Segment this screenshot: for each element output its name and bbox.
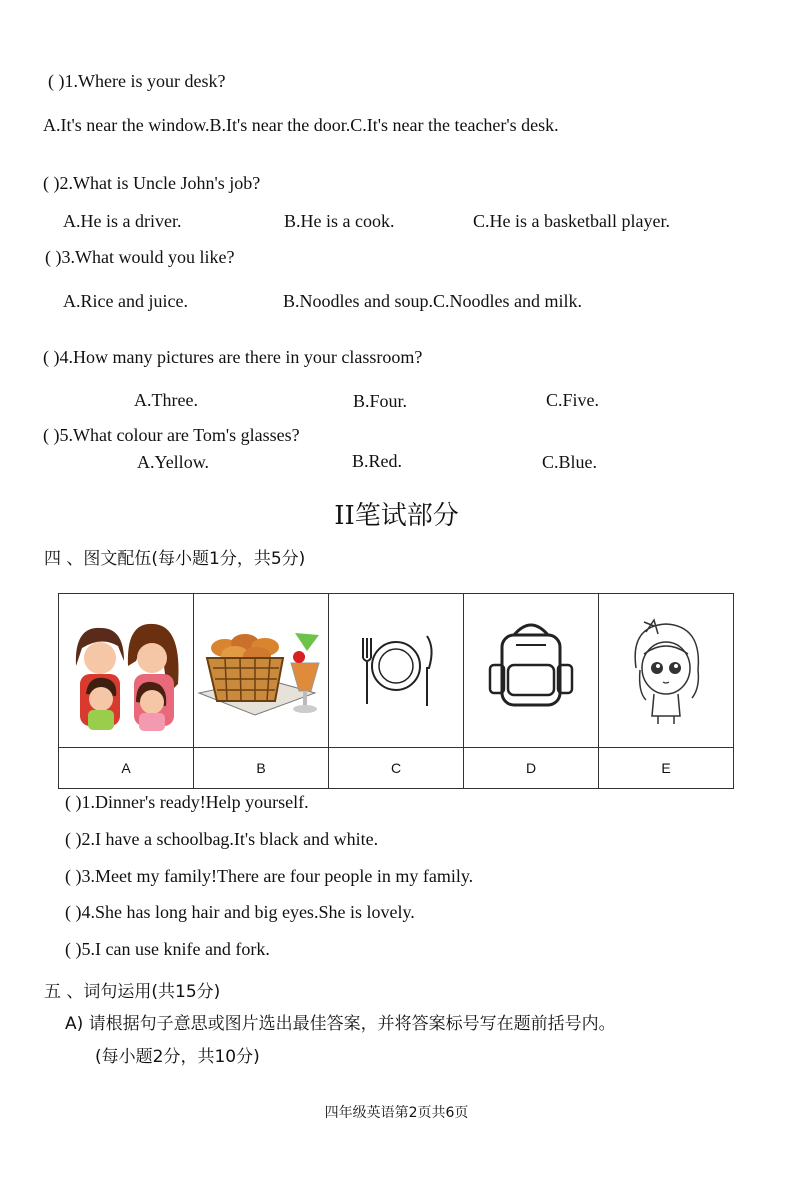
bread-basket-illustration <box>195 613 327 723</box>
q3-option-bc: B.Noodles and soup.C.Noodles and milk. <box>283 291 582 311</box>
part4-question-1: ( )1.Dinner's ready!Help yourself. <box>65 792 309 812</box>
picture-label-e: E <box>599 748 734 789</box>
part5-sub-a-score: (每小题2分，共10分) <box>95 1047 260 1067</box>
q4-option-a: A.Three. <box>134 390 198 410</box>
part5-sub-a: A) 请根据句子意思或图片选出最佳答案，并将答案标号写在题前括号内。 <box>65 1014 616 1034</box>
picture-e-cell <box>599 594 734 748</box>
part4-question-5: ( )5.I can use knife and fork. <box>65 939 270 959</box>
picture-table <box>58 593 734 789</box>
picture-label-a: A <box>59 748 194 789</box>
q4-option-c: C.Five. <box>546 390 600 410</box>
section-title: II笔试部分 <box>334 501 459 531</box>
part4-question-4: ( )4.She has long hair and big eyes.She is lovely. <box>65 902 415 922</box>
picture-label-b: B <box>194 748 329 789</box>
part4-heading: 四 、图文配伍(每小题1分，共5分) <box>44 549 306 569</box>
picture-label-c: C <box>329 748 464 789</box>
picture-a-cell <box>59 594 194 748</box>
picture-label-d: D <box>464 748 599 789</box>
q4-option-b: B.Four. <box>353 391 408 411</box>
picture-c-cell <box>329 594 464 748</box>
q2-option-a: A.He is a driver. <box>63 211 182 231</box>
q2-option-c: C.He is a basketball player. <box>473 211 670 231</box>
q5-option-c: C.Blue. <box>542 452 598 472</box>
q1-stem: ( )1.Where is your desk? <box>48 71 226 91</box>
q2-stem: ( )2.What is Uncle John's job? <box>43 173 261 193</box>
picture-b-cell <box>194 594 329 748</box>
q5-stem: ( )5.What colour are Tom's glasses? <box>43 425 300 445</box>
q4-stem: ( )4.How many pictures are there in your classroom? <box>43 347 423 367</box>
q1-options: A.It's near the window.B.It's near the door.C.It's near the teacher's desk. <box>43 115 559 135</box>
q5-option-a: A.Yellow. <box>137 452 210 472</box>
picture-d-cell <box>464 594 599 748</box>
part4-question-3: ( )3.Meet my family!There are four people in my family. <box>65 866 474 886</box>
part5-heading: 五 、词句运用(共15分) <box>44 982 221 1002</box>
q3-stem: ( )3.What would you like? <box>45 247 235 267</box>
schoolbag-illustration <box>476 613 586 723</box>
page-footer: 四年级英语第2页共6页 <box>324 1105 469 1121</box>
girl-illustration <box>616 608 716 728</box>
q5-option-b: B.Red. <box>352 451 403 471</box>
family-illustration <box>66 606 186 731</box>
q2-option-b: B.He is a cook. <box>284 211 395 231</box>
part4-question-2: ( )2.I have a schoolbag.It's black and white. <box>65 829 379 849</box>
plate-knife-fork-illustration <box>341 618 451 718</box>
q3-option-a: A.Rice and juice. <box>63 291 188 311</box>
